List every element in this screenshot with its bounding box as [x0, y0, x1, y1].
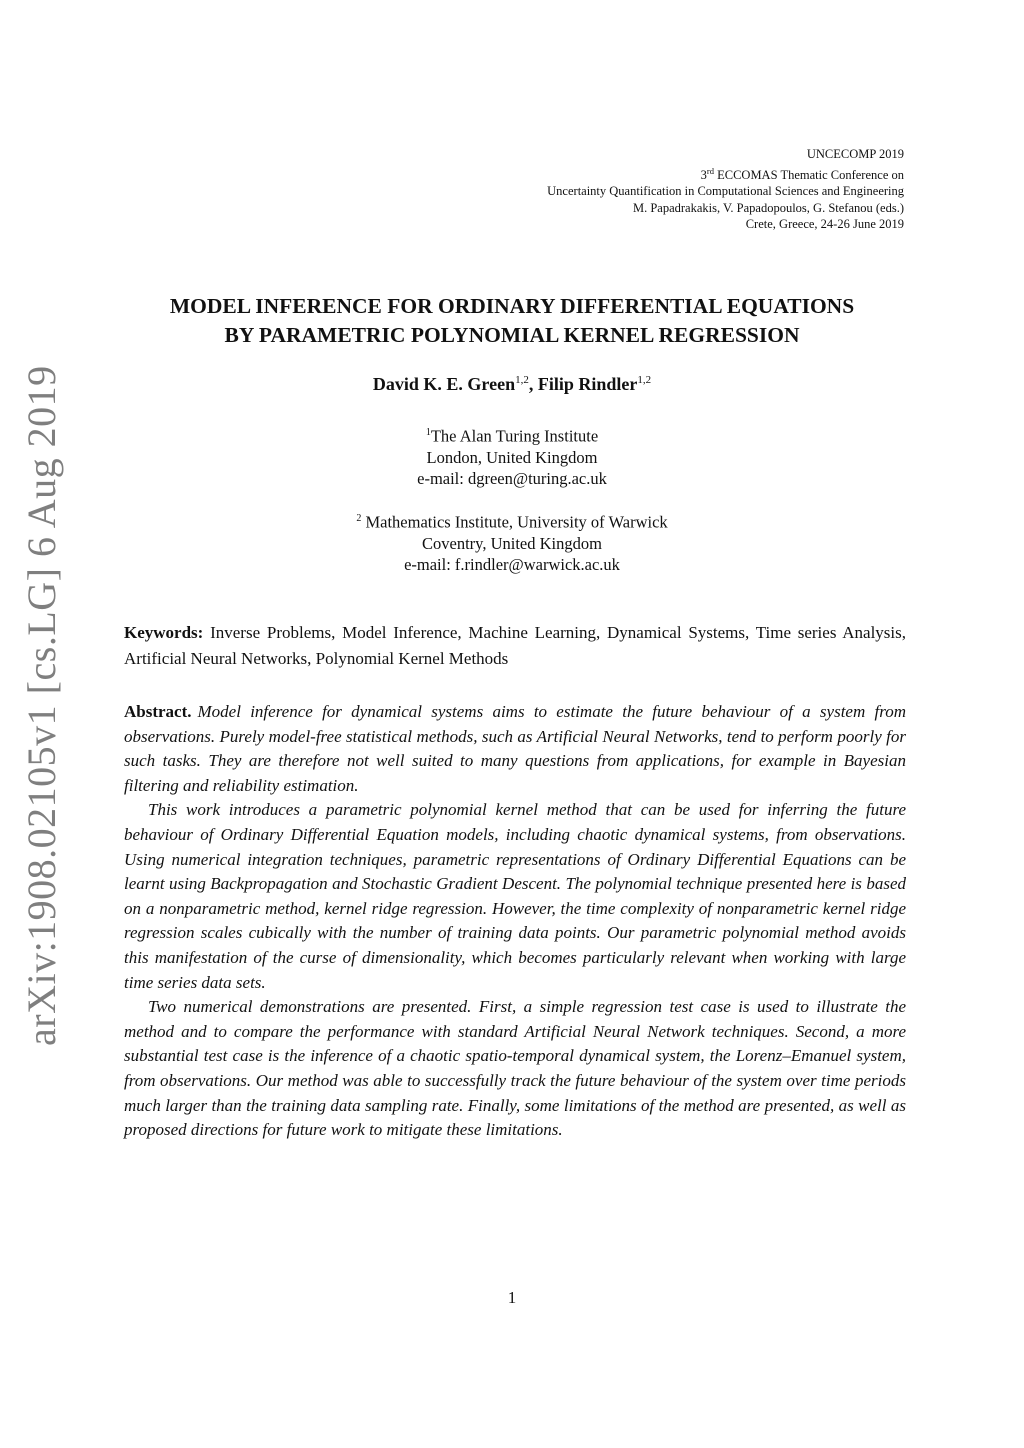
edition-rest: ECCOMAS Thematic Conference on: [713, 167, 904, 182]
abstract-label: Abstract.: [124, 702, 192, 721]
author-name: Filip Rindler: [537, 374, 638, 394]
edition-number: 3: [700, 167, 707, 182]
title-line-2: BY PARAMETRIC POLYNOMIAL KERNEL REGRESSION: [224, 323, 800, 347]
keywords: [124, 620, 906, 671]
abstract-paragraph: Two numerical demonstrations are presented. First, a simple regression test case is used to illustrate the method and to compare the performance with standard Artificial Neural Network techniques. Second, a more substantial test case is the inference of a chaotic spatio-temporal dynamical system, the Lorenz–Emanuel system, from observations. Our method was able to successfully track the future behaviour of the system over time periods much larger than the training data sampling rate. Finally, some limitations of the method are presented, as well as proposed directions for future work to mitigate these limitations.: [124, 997, 906, 1140]
conference-subtitle: Uncertainty Quantification in Computational Sciences and Engineering: [547, 184, 904, 199]
institution-name: Mathematics Institute, University of Warwick: [365, 512, 668, 532]
author-list: [110, 374, 914, 395]
author-separator: ,: [528, 374, 538, 394]
keywords-label: Keywords:: [124, 623, 204, 642]
affiliation-location: London, United Kingdom: [426, 447, 598, 467]
affiliation-mark: 2: [356, 513, 362, 524]
affiliation-institution: [110, 422, 914, 447]
abstract-paragraph: [124, 700, 906, 798]
page-number: 1: [507, 1288, 517, 1307]
institution-name: The Alan Turing Institute: [430, 426, 599, 446]
abstract-paragraph-text: Model inference for dynamical systems aims to estimate the future behaviour of a system from observations. Purely model-free statistical methods, such as Artificial Neural Networks, tend to perform poorly for such tasks. They are therefore not well suited to many questions from applications, for example in Bayesian filtering and reliability estimation.: [124, 702, 906, 795]
author-name: David K. E. Green: [372, 374, 516, 394]
conference-edition: [547, 163, 904, 184]
affiliation-institution: [110, 508, 914, 533]
conference-editors: M. Papadrakakis, V. Papadopoulos, G. Stefanou (eds.): [632, 200, 904, 215]
affiliation-1: [110, 422, 914, 489]
conference-header: [547, 146, 904, 233]
keywords-text: Inverse Problems, Model Inference, Machine Learning, Dynamical Systems, Time series Analysis, Artificial Neural Networks, Polynomial Kernel Methods: [124, 623, 907, 668]
affiliation-email: e-mail: dgreen@turing.ac.uk: [417, 468, 607, 488]
paper-title: [110, 292, 914, 350]
abstract: [124, 700, 906, 1143]
conference-location-date: Crete, Greece, 24-26 June 2019: [745, 217, 904, 232]
arxiv-stamp: arXiv:1908.02105v1 [cs.LG] 6 Aug 2019: [19, 365, 64, 1046]
affiliation-email: e-mail: f.rindler@warwick.ac.uk: [404, 554, 620, 574]
author-affiliation-mark: 1,2: [637, 374, 652, 386]
author-affiliation-mark: 1,2: [515, 374, 529, 386]
conference-name: UNCECOMP 2019: [806, 147, 904, 161]
abstract-paragraph: This work introduces a parametric polynomial kernel method that can be used for inferring the future behaviour of Ordinary Differential Equation models, including chaotic dynamical systems, from observations. Using numerical integration techniques, parametric representations of Ordinary Differential Equations can be learnt using Backpropagation and Stochastic Gradient Descent. The polynomial technique presented here is based on a nonparametric method, kernel ridge regression. However, the time complexity of nonparametric kernel ridge regression scales cubically with the number of training data points. Our parametric polynomial method avoids this manifestation of the curse of dimensionality, which becomes particularly relevant when working with large time series data sets.: [124, 800, 906, 992]
affiliation-mark: 1: [425, 427, 431, 438]
affiliation-2: [110, 508, 914, 575]
title-line-1: MODEL INFERENCE FOR ORDINARY DIFFERENTIAL EQUATIONS: [169, 294, 855, 318]
affiliation-location: Coventry, United Kingdom: [422, 533, 602, 553]
edition-suffix: rd: [706, 165, 714, 176]
